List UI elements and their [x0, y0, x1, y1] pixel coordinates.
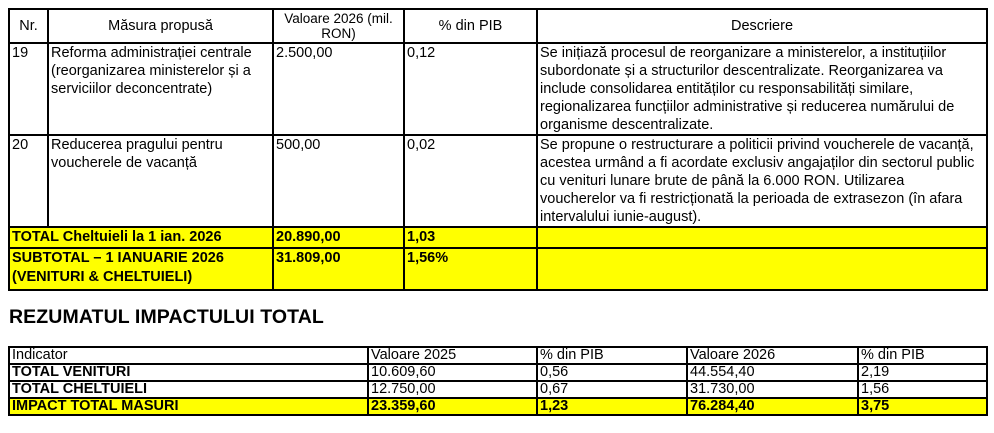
row-measure: Reforma administrației centrale (reorganizarea ministerelor și a serviciilor deconcentrate) [48, 43, 273, 135]
summary-value-2026: 76.284,40 [687, 398, 858, 415]
total-pct: 1,03 [404, 227, 537, 248]
subtotal-value: 31.809,00 [273, 248, 404, 290]
measures-table [8, 8, 988, 291]
summary-row-impact-total [9, 398, 987, 415]
subtotal-row [9, 248, 987, 290]
summary-pct-2026: 3,75 [858, 398, 987, 415]
summary-table [8, 346, 988, 416]
header-measure: Măsura propusă [48, 9, 273, 43]
header-pct: % din PIB [404, 9, 537, 43]
total-row [9, 227, 987, 248]
summary-title: REZUMATUL IMPACTULUI TOTAL [9, 306, 324, 328]
summary-pct-2026: 2,19 [858, 364, 987, 381]
summary-pct-2025: 1,23 [537, 398, 687, 415]
subtotal-label: SUBTOTAL – 1 IANUARIE 2026 (VENITURI & CHELTUIELI) [9, 248, 273, 290]
header-nr: Nr. [9, 9, 48, 43]
row-description: Se inițiază procesul de reorganizare a ministerelor, a instituțiilor subordonate și a structurilor descentralizate. Reorganizarea va include consolidarea entităților cu responsabilități similare, regionalizarea funcțiilor administrative și reducerea numărului de organisme descentralizate. [537, 43, 987, 135]
summary-pct-2025: 0,56 [537, 364, 687, 381]
total-value: 20.890,00 [273, 227, 404, 248]
row-pct: 0,12 [404, 43, 537, 135]
row-nr: 19 [9, 43, 48, 135]
row-description: Se propune o restructurare a politicii privind voucherele de vacanță, acestea urmând a fi acordate exclusiv angajaților din sectorul public cu venituri lunare brute de până la 6.000 RON. Utilizarea voucherelor va fi restricționată la perioada de extrasezon (în afara intervalului iunie-august). [537, 135, 987, 227]
summary-pct-2025: 0,67 [537, 381, 687, 398]
header-value: Valoare 2026 (mil. RON) [273, 9, 404, 43]
summary-value-2025: 12.750,00 [368, 381, 537, 398]
row-value: 500,00 [273, 135, 404, 227]
total-label: TOTAL Cheltuieli la 1 ian. 2026 [9, 227, 273, 248]
summary-header-value-2025: Valoare 2025 [368, 347, 537, 364]
header-description: Descriere [537, 9, 987, 43]
summary-indicator: TOTAL VENITURI [9, 364, 368, 381]
row-pct: 0,02 [404, 135, 537, 227]
summary-header-value-2026: Valoare 2026 [687, 347, 858, 364]
row-measure: Reducerea pragului pentru voucherele de vacanță [48, 135, 273, 227]
table-row [9, 135, 987, 227]
table-row [9, 43, 987, 135]
summary-value-2026: 31.730,00 [687, 381, 858, 398]
summary-indicator: IMPACT TOTAL MĂSURI [9, 398, 368, 415]
summary-header-pct-2026: % din PIB [858, 347, 987, 364]
row-nr: 20 [9, 135, 48, 227]
subtotal-description [537, 248, 987, 290]
row-value: 2.500,00 [273, 43, 404, 135]
summary-value-2025: 23.359,60 [368, 398, 537, 415]
summary-row-cheltuieli [9, 381, 987, 398]
summary-header-indicator: Indicator [9, 347, 368, 364]
summary-value-2026: 44.554,40 [687, 364, 858, 381]
summary-indicator: TOTAL CHELTUIELI [9, 381, 368, 398]
summary-pct-2026: 1,56 [858, 381, 987, 398]
summary-header-row [9, 347, 987, 364]
total-description [537, 227, 987, 248]
summary-value-2025: 10.609,60 [368, 364, 537, 381]
summary-row-venituri [9, 364, 987, 381]
summary-header-pct-2025: % din PIB [537, 347, 687, 364]
subtotal-pct: 1,56% [404, 248, 537, 290]
table-header-row [9, 9, 987, 43]
